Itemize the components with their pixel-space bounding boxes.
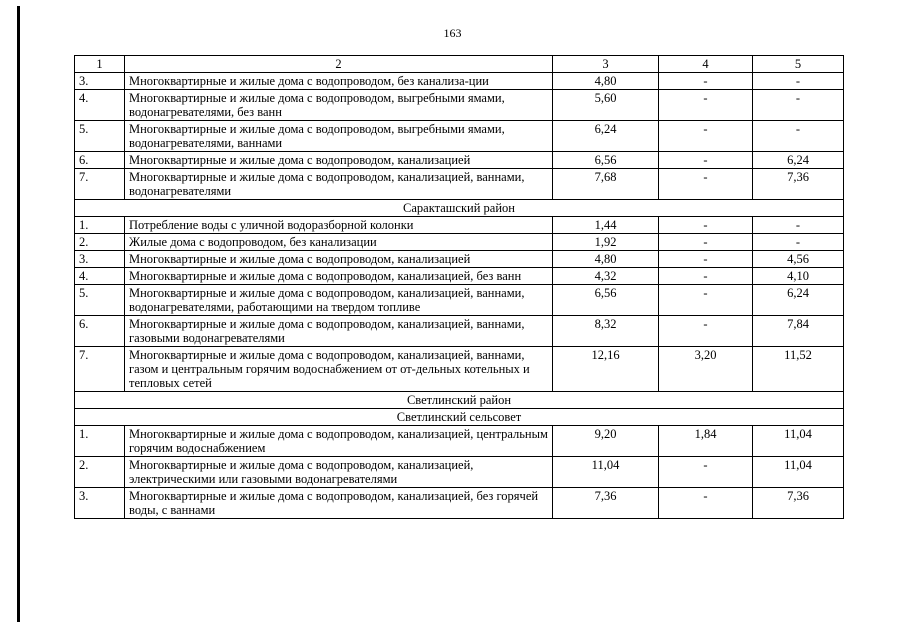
table-row	[75, 251, 844, 268]
row-value-col5: -	[753, 90, 844, 121]
table-row	[75, 169, 844, 200]
row-value-col4: -	[659, 169, 753, 200]
row-value-col4: -	[659, 121, 753, 152]
row-value-col3: 12,16	[553, 347, 659, 392]
row-value-col4: -	[659, 316, 753, 347]
row-value-col4: -	[659, 457, 753, 488]
row-number: 6.	[75, 152, 125, 169]
row-number: 3.	[75, 251, 125, 268]
table-row	[75, 234, 844, 251]
row-value-col5: 11,52	[753, 347, 844, 392]
table-row	[75, 217, 844, 234]
row-number: 7.	[75, 169, 125, 200]
row-number: 2.	[75, 234, 125, 251]
row-value-col3: 9,20	[553, 426, 659, 457]
row-value-col5: -	[753, 121, 844, 152]
row-description: Многоквартирные и жилые дома с водопроводом, канализацией, ваннами, водонагревателями	[125, 169, 553, 200]
row-value-col3: 6,56	[553, 285, 659, 316]
row-number: 6.	[75, 316, 125, 347]
row-description: Многоквартирные и жилые дома с водопроводом, выгребными ямами, водонагревателями, ваннами	[125, 121, 553, 152]
water-norms-table	[74, 55, 844, 519]
table-row	[75, 268, 844, 285]
section-title: Светлинский сельсовет	[75, 409, 844, 426]
row-description: Многоквартирные и жилые дома с водопроводом, канализацией, ваннами, газовыми водонагревателями	[125, 316, 553, 347]
row-description: Многоквартирные и жилые дома с водопроводом, без канализа-ции	[125, 73, 553, 90]
section-header-row	[75, 392, 844, 409]
table-row	[75, 152, 844, 169]
page-number: 163	[443, 26, 462, 40]
section-header-row	[75, 409, 844, 426]
row-value-col4: -	[659, 73, 753, 90]
row-value-col3: 4,80	[553, 73, 659, 90]
row-value-col5: 6,24	[753, 285, 844, 316]
row-value-col4: -	[659, 285, 753, 316]
table-row	[75, 457, 844, 488]
row-value-col4: -	[659, 268, 753, 285]
row-number: 2.	[75, 457, 125, 488]
row-value-col3: 5,60	[553, 90, 659, 121]
row-description: Многоквартирные и жилые дома с водопроводом, канализацией, без горячей воды, с ваннами	[125, 488, 553, 519]
section-title: Светлинский район	[75, 392, 844, 409]
row-value-col5: -	[753, 217, 844, 234]
row-value-col4: 1,84	[659, 426, 753, 457]
row-number: 3.	[75, 73, 125, 90]
row-number: 1.	[75, 217, 125, 234]
table-row	[75, 426, 844, 457]
row-value-col5: 7,36	[753, 488, 844, 519]
row-description: Жилые дома с водопроводом, без канализации	[125, 234, 553, 251]
row-description: Многоквартирные и жилые дома с водопроводом, канализацией	[125, 251, 553, 268]
header-cell-3: 3	[553, 56, 659, 73]
row-number: 7.	[75, 347, 125, 392]
row-value-col3: 7,36	[553, 488, 659, 519]
table-row	[75, 285, 844, 316]
header-cell-1: 1	[75, 56, 125, 73]
row-value-col5: 11,04	[753, 426, 844, 457]
table-row	[75, 90, 844, 121]
row-description: Многоквартирные и жилые дома с водопроводом, канализацией, ваннами, водонагревателями, работающими на твердом топливе	[125, 285, 553, 316]
table-row	[75, 73, 844, 90]
header-cell-4: 4	[659, 56, 753, 73]
row-value-col5: 4,10	[753, 268, 844, 285]
row-value-col5: -	[753, 234, 844, 251]
header-cell-5: 5	[753, 56, 844, 73]
row-value-col3: 1,44	[553, 217, 659, 234]
row-value-col4: -	[659, 90, 753, 121]
row-value-col4: -	[659, 217, 753, 234]
row-value-col5: 4,56	[753, 251, 844, 268]
table-row	[75, 121, 844, 152]
row-value-col3: 7,68	[553, 169, 659, 200]
row-description: Многоквартирные и жилые дома с водопроводом, канализацией, без ванн	[125, 268, 553, 285]
row-value-col3: 6,24	[553, 121, 659, 152]
row-value-col4: -	[659, 234, 753, 251]
table-row	[75, 488, 844, 519]
header-row	[75, 56, 844, 73]
row-value-col4: -	[659, 488, 753, 519]
row-number: 1.	[75, 426, 125, 457]
row-number: 4.	[75, 90, 125, 121]
row-value-col4: -	[659, 152, 753, 169]
row-number: 3.	[75, 488, 125, 519]
row-value-col3: 1,92	[553, 234, 659, 251]
row-value-col3: 11,04	[553, 457, 659, 488]
row-number: 5.	[75, 285, 125, 316]
left-margin-line	[17, 6, 20, 622]
row-value-col3: 4,32	[553, 268, 659, 285]
row-value-col3: 6,56	[553, 152, 659, 169]
table-row	[75, 316, 844, 347]
row-number: 5.	[75, 121, 125, 152]
row-value-col5: 7,36	[753, 169, 844, 200]
row-value-col4: -	[659, 251, 753, 268]
row-description: Многоквартирные и жилые дома с водопроводом, канализацией, ваннами, газом и центральным горячим водоснабжением от от-дельных котельных и тепловых сетей	[125, 347, 553, 392]
row-value-col5: -	[753, 73, 844, 90]
header-cell-2: 2	[125, 56, 553, 73]
row-description: Многоквартирные и жилые дома с водопроводом, канализацией, электрическими или газовыми водонагревателями	[125, 457, 553, 488]
section-title: Саракташский район	[75, 200, 844, 217]
row-value-col5: 11,04	[753, 457, 844, 488]
row-description: Многоквартирные и жилые дома с водопроводом, канализацией, центральным горячим водоснабжением	[125, 426, 553, 457]
row-description: Многоквартирные и жилые дома с водопроводом, канализацией	[125, 152, 553, 169]
row-description: Потребление воды с уличной водоразборной колонки	[125, 217, 553, 234]
row-value-col5: 6,24	[753, 152, 844, 169]
section-header-row	[75, 200, 844, 217]
row-value-col4: 3,20	[659, 347, 753, 392]
row-value-col5: 7,84	[753, 316, 844, 347]
row-description: Многоквартирные и жилые дома с водопроводом, выгребными ямами, водонагревателями, без ванн	[125, 90, 553, 121]
row-value-col3: 8,32	[553, 316, 659, 347]
row-value-col3: 4,80	[553, 251, 659, 268]
table-row	[75, 347, 844, 392]
row-number: 4.	[75, 268, 125, 285]
